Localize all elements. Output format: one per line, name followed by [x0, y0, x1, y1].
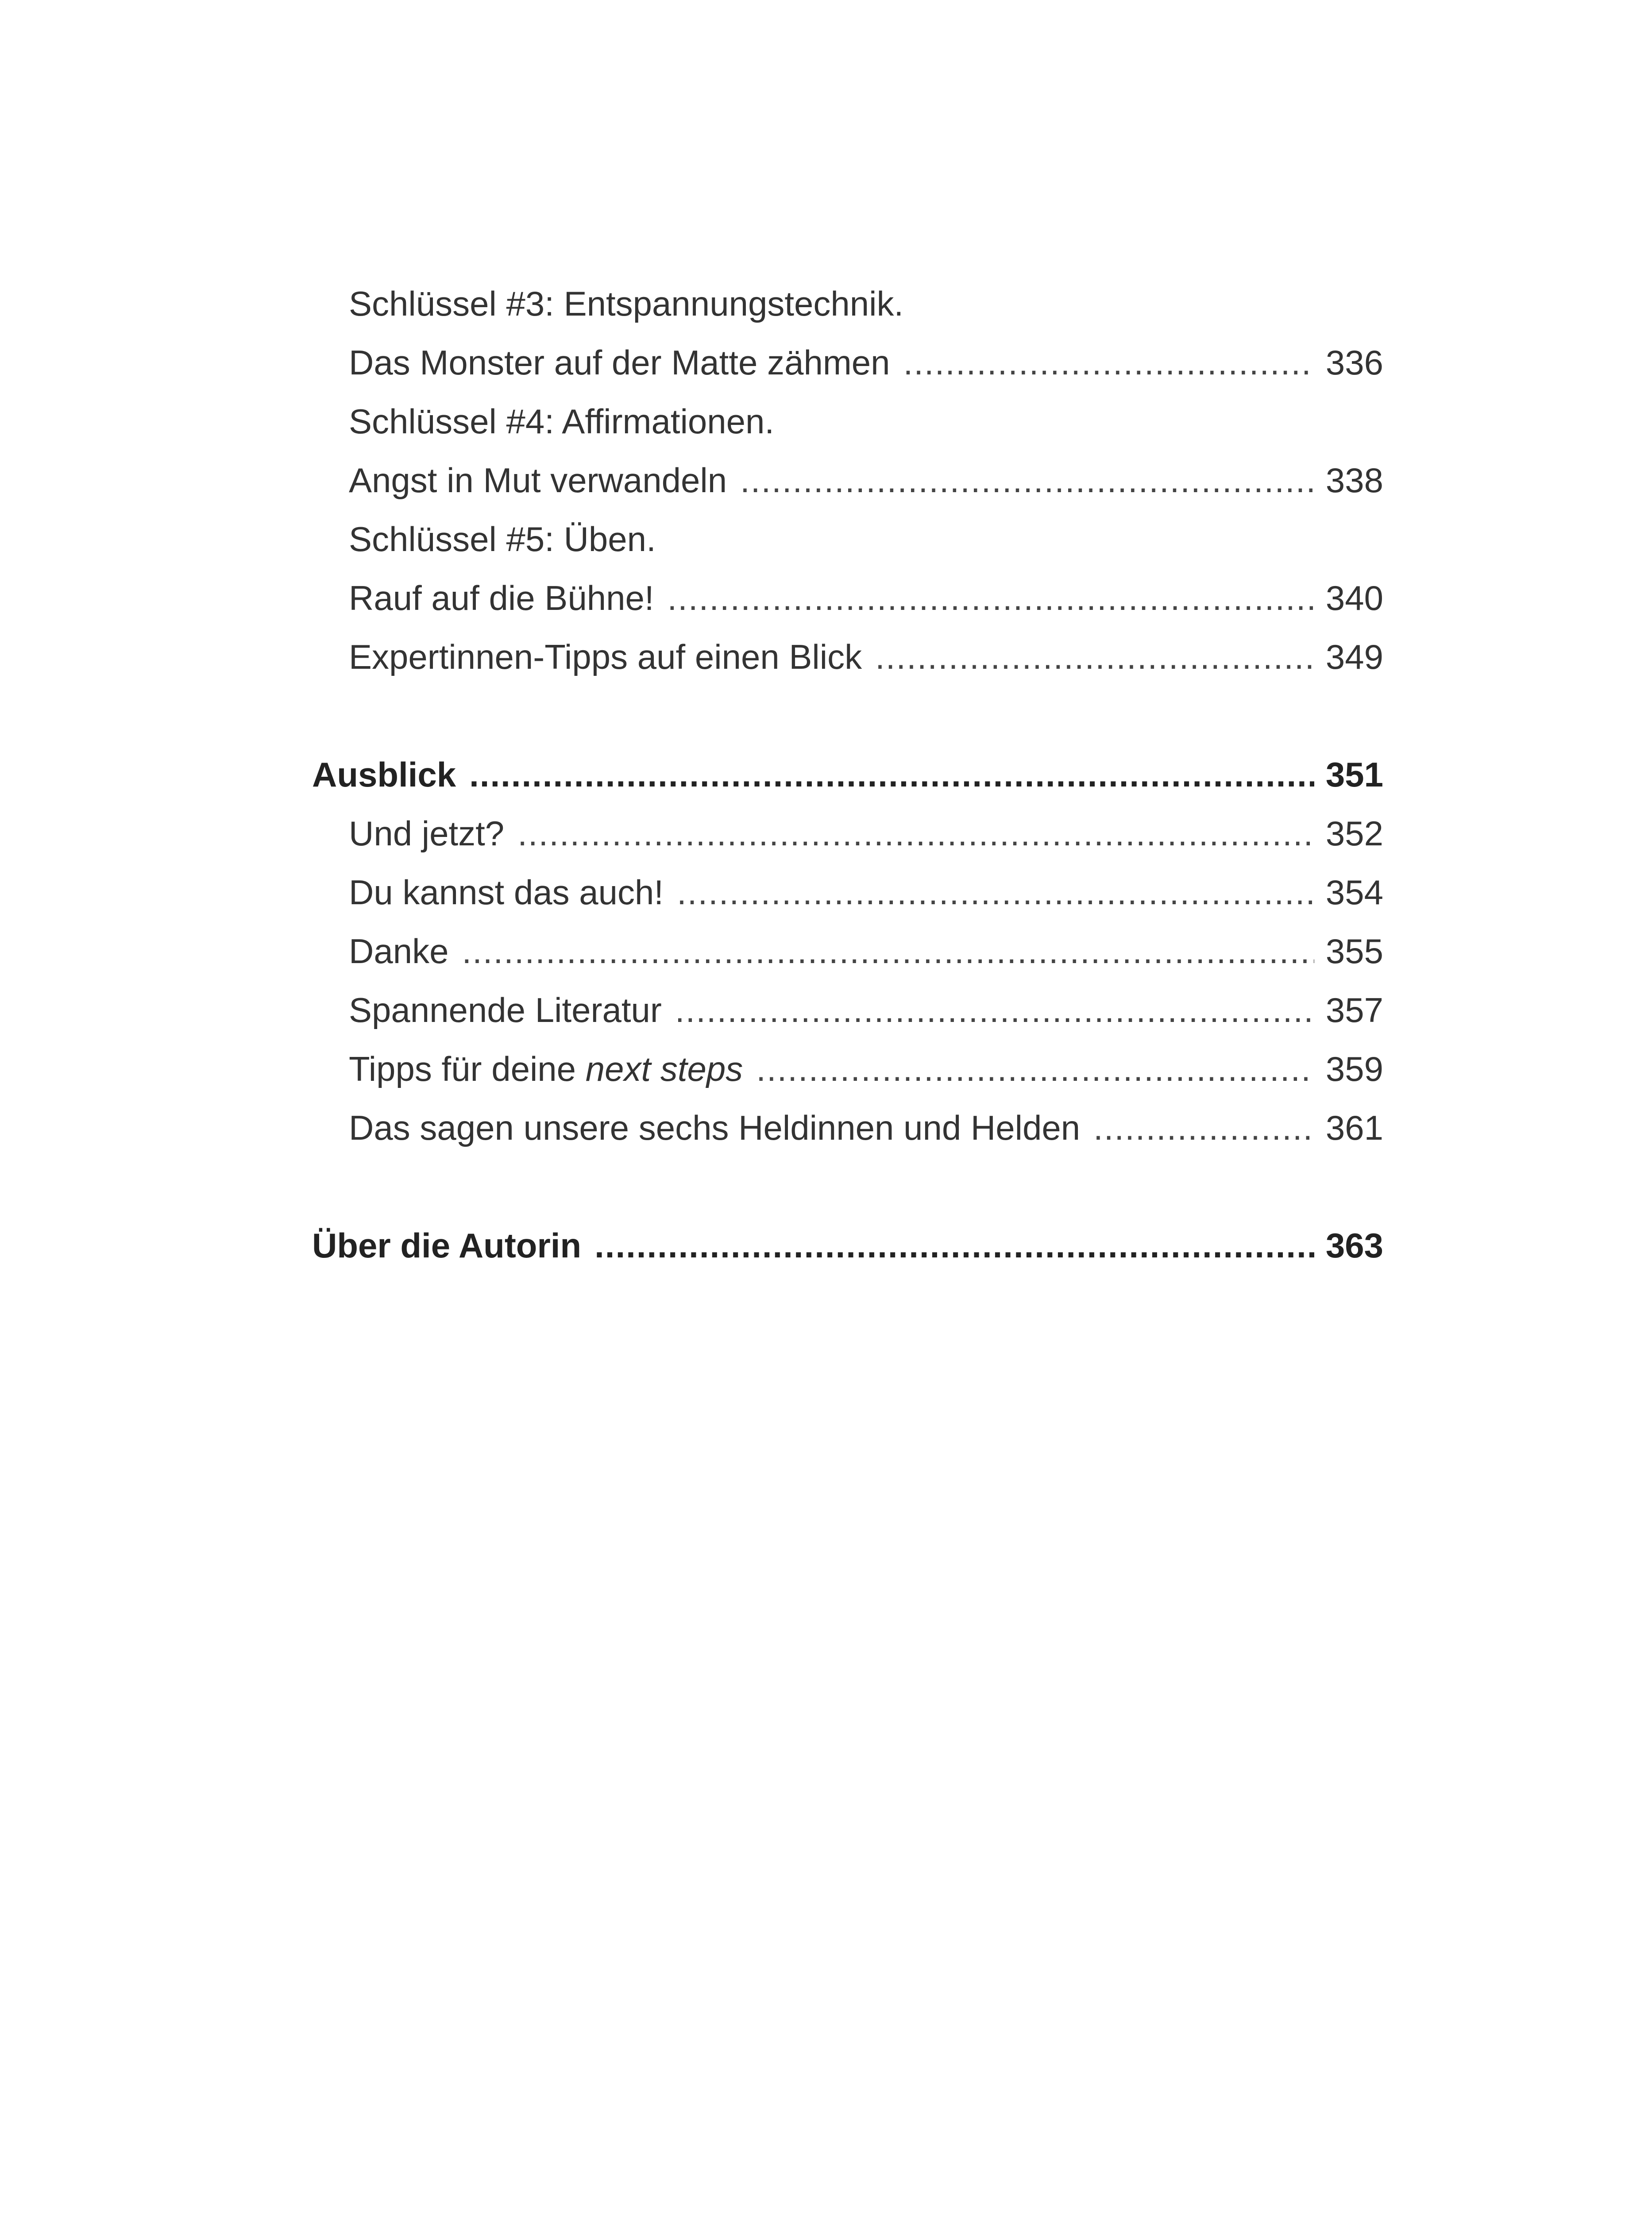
toc-entry-title-prefix: Tipps für deine: [349, 1049, 586, 1088]
toc-entry-title: Und jetzt?: [349, 814, 505, 853]
toc-entry-title: Danke: [349, 932, 449, 971]
toc-entry-page: 340: [1325, 578, 1383, 617]
toc-section-title: Über die Autorin: [312, 1226, 582, 1265]
toc-entry: [312, 981, 1383, 1040]
toc-entry: [312, 863, 1383, 922]
dot-leader: [740, 451, 1314, 510]
toc-entry-title-italic: next steps: [585, 1049, 743, 1088]
toc-entry-heading-line: [312, 392, 1383, 451]
section-spacer: [312, 1157, 1383, 1216]
dot-leader: [675, 981, 1314, 1040]
toc-entry-title: Angst in Mut verwandeln: [349, 461, 727, 500]
dot-leader: [517, 804, 1314, 863]
dot-leader: [756, 1040, 1314, 1099]
dot-leader: [469, 745, 1314, 804]
toc-entry-title: Schlüssel #5: Üben.: [349, 520, 656, 559]
toc-entry-title: [349, 1040, 743, 1099]
toc-entry: [312, 451, 1383, 510]
toc-entry-page: 354: [1325, 873, 1383, 912]
toc-entry-title: Das sagen unsere sechs Heldinnen und Helden: [349, 1108, 1081, 1147]
toc-entry-title: Schlüssel #3: Entspannungstechnik.: [349, 284, 904, 323]
toc-entry-page: 352: [1325, 814, 1383, 853]
toc-entry-title: Schlüssel #4: Affirmationen.: [349, 402, 775, 441]
toc-entry-page: 338: [1325, 461, 1383, 500]
toc-entry-page: 361: [1325, 1108, 1383, 1147]
toc-entry: [312, 333, 1383, 392]
toc-section-ausblick: [312, 745, 1383, 804]
dot-leader: [668, 569, 1314, 628]
toc-section-title: Ausblick: [312, 755, 456, 794]
toc-entry-title: Spannende Literatur: [349, 991, 662, 1029]
dot-leader: [677, 863, 1314, 922]
toc-entry-page: 336: [1325, 343, 1383, 382]
toc-entry: [312, 804, 1383, 863]
toc-entry-page: 355: [1325, 932, 1383, 971]
toc-entry-page: 359: [1325, 1049, 1383, 1088]
table-of-contents: [312, 274, 1383, 1275]
toc-entry: [312, 628, 1383, 686]
toc-entry-title: Expertinnen-Tipps auf einen Blick: [349, 637, 862, 676]
toc-entry-title: Du kannst das auch!: [349, 873, 664, 912]
toc-entry: [312, 1099, 1383, 1157]
toc-entry: [312, 922, 1383, 981]
dot-leader: [1093, 1099, 1314, 1157]
dot-leader: [875, 628, 1314, 686]
toc-entry: [312, 569, 1383, 628]
toc-entry: [312, 1040, 1383, 1099]
toc-section-page: 363: [1325, 1226, 1383, 1265]
toc-entry-title: Das Monster auf der Matte zähmen: [349, 343, 890, 382]
toc-section-autorin: [312, 1216, 1383, 1275]
toc-entry-title: Rauf auf die Bühne!: [349, 578, 654, 617]
dot-leader: [594, 1216, 1314, 1275]
toc-entry-heading-line: [312, 510, 1383, 569]
section-spacer: [312, 686, 1383, 745]
toc-entry-heading-line: [312, 274, 1383, 333]
dot-leader: [903, 333, 1314, 392]
toc-section-page: 351: [1325, 755, 1383, 794]
dot-leader: [462, 922, 1314, 981]
toc-entry-page: 357: [1325, 991, 1383, 1029]
toc-entry-page: 349: [1325, 637, 1383, 676]
